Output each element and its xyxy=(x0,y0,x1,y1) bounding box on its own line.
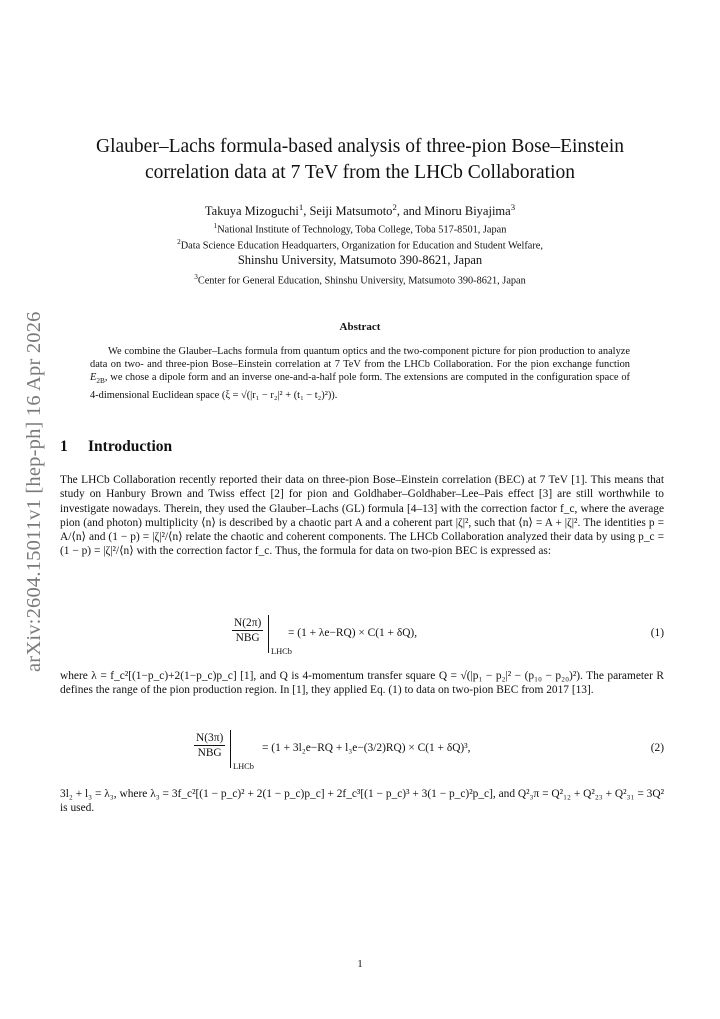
author-2: , Seiji Matsumoto xyxy=(303,204,393,219)
arxiv-id[interactable]: arXiv:2604.15011v1 [hep-ph] 16 Apr 2026 xyxy=(23,311,45,672)
abstract-heading: Abstract xyxy=(339,321,381,333)
affiliation-2-line-2: Shinshu University, Matsumoto 390-8621, Japan xyxy=(237,253,483,267)
eq1-number: (1) xyxy=(650,627,664,639)
affiliation-3-text: Center for General Education, Shinshu University, Matsumoto 390-8621, Japan xyxy=(197,275,526,287)
intro-paragraph-1: The LHCb Collaboration recently reported their data on three-pion Bose–Einstein correlation (BEC) at 7 TeV [1]. This means that study on Hanbury Brown and Twiss effect [2] for pion and Goldhaber–Goldhaber–Lee–Pais effect [3] are still worthwhile to investigate nowadays. Therein, they used the Glauber–Lachs (GL) formula [4–13] with the correction factor f_c, where the average pion (and photon) multiplicity ⟨n⟩ is described by a chaotic part A and a coherent part |ζ|², such that ⟨n⟩ = A + |ζ|². The identities p = A/⟨n⟩ and (1 − p) = |ζ|²/⟨n⟩ relate the chaotic and coherent components. The LHCb Collaboration analyzed their data by using p_c = (1 − p) = |ζ|²/⟨n⟩ with the correction factor f_c. Thus, the formula for data on two-pion BEC is expressed as: xyxy=(60,474,664,558)
equation-2 xyxy=(60,732,664,772)
author-1: Takuya Mizoguchi xyxy=(204,204,299,219)
eq2-rhs: = (1 + 3l₂e−RQ + l₃e−(3/2)RQ) × C(1 + δQ)³, xyxy=(262,742,471,754)
author-1-sup: 1 xyxy=(298,202,304,212)
author-3: , and Minoru Biyajima xyxy=(396,204,511,219)
affiliation-2-cont xyxy=(70,253,650,268)
paper-title xyxy=(70,134,650,186)
eq1-numerator: N(2π) xyxy=(234,617,262,629)
section-number: 1 xyxy=(60,438,68,455)
affiliation-2-line-1: Data Science Education Headquarters, Organization for Education and Student Welfare, xyxy=(180,240,543,252)
abstract-body xyxy=(90,345,630,402)
affiliation-1 xyxy=(70,222,650,235)
section-title: Introduction xyxy=(88,438,173,455)
eq1-evalbar xyxy=(268,615,269,653)
affiliation-1-sup: 1 xyxy=(213,222,218,230)
intro-paragraph-2: where λ = f_c²[(1−p_c)+2(1−p_c)p_c] [1], and Q is 4-momentum transfer square Q = √(|p₁ − p₂|² − (p₁₀ − p₂₀)²). The parameter R defines the range of the pion production region. In [1], they applied Eq. (1) to data on two-pion BEC from 2017 [13]. xyxy=(60,670,664,697)
affiliation-1-text: National Institute of Technology, Toba College, Toba 517-8501, Japan xyxy=(217,224,507,236)
eq1-subscript: LHCb xyxy=(271,647,292,656)
equation-1 xyxy=(60,617,664,657)
author-3-sup: 3 xyxy=(510,202,516,212)
intro-paragraph-3: 3l₂ + l₃ = λ₃, where λ₃ = 3f_c²[(1 − p_c)² + 2(1 − p_c)p_c] + 2f_c³[(1 − p_c)³ + 3(1 − p_c)²p_c], and Q²₃π = Q²₁₂ + Q²₂₃ + Q²₃₁ = 3Q² is used. xyxy=(60,788,664,815)
affiliation-3 xyxy=(70,273,650,286)
eq1-rhs: = (1 + λe−RQ) × C(1 + δQ), xyxy=(288,627,418,639)
section-heading xyxy=(60,438,172,456)
eq1-lhs xyxy=(232,617,263,644)
eq1-denominator: NBG xyxy=(235,632,260,644)
eq2-number: (2) xyxy=(650,742,664,754)
eq2-evalbar xyxy=(230,730,231,768)
affiliation-2-sup: 2 xyxy=(177,238,181,246)
affiliation-2 xyxy=(70,238,650,251)
eq2-numerator: N(3π) xyxy=(196,732,224,744)
abstract-text-1: We combine the Glauber–Lachs formula from quantum optics and the two-component picture for pion production to analyze data on two- and three-pion Bose–Einstein correlation at 7 TeV from the LHCb Collaboration. For the pion exchange function xyxy=(90,346,630,371)
eq2-denominator: NBG xyxy=(197,747,222,759)
author-list xyxy=(70,202,650,219)
eq2-lhs xyxy=(194,732,225,759)
page-number: 1 xyxy=(357,958,363,970)
author-2-sup: 2 xyxy=(392,202,397,212)
title-line-1: Glauber–Lachs formula-based analysis of three-pion Bose–Einstein xyxy=(96,136,624,157)
arxiv-stamp xyxy=(22,292,46,672)
affiliation-3-sup: 3 xyxy=(194,273,198,281)
eq2-subscript: LHCb xyxy=(233,762,254,771)
abstract-text-2: , we chose a dipole form and an inverse one-and-a-half pole form. The extensions are computed in the configuration space of 4-dimensional Euclidean space (ξ = √(|r₁ − r₂|² + (t₁ − t₂)²)). xyxy=(90,372,630,401)
abstract-e2b-sub: 2B xyxy=(96,377,105,386)
title-line-2: correlation data at 7 TeV from the LHCb Collaboration xyxy=(144,162,576,183)
abstract-e2b: E xyxy=(90,372,97,384)
